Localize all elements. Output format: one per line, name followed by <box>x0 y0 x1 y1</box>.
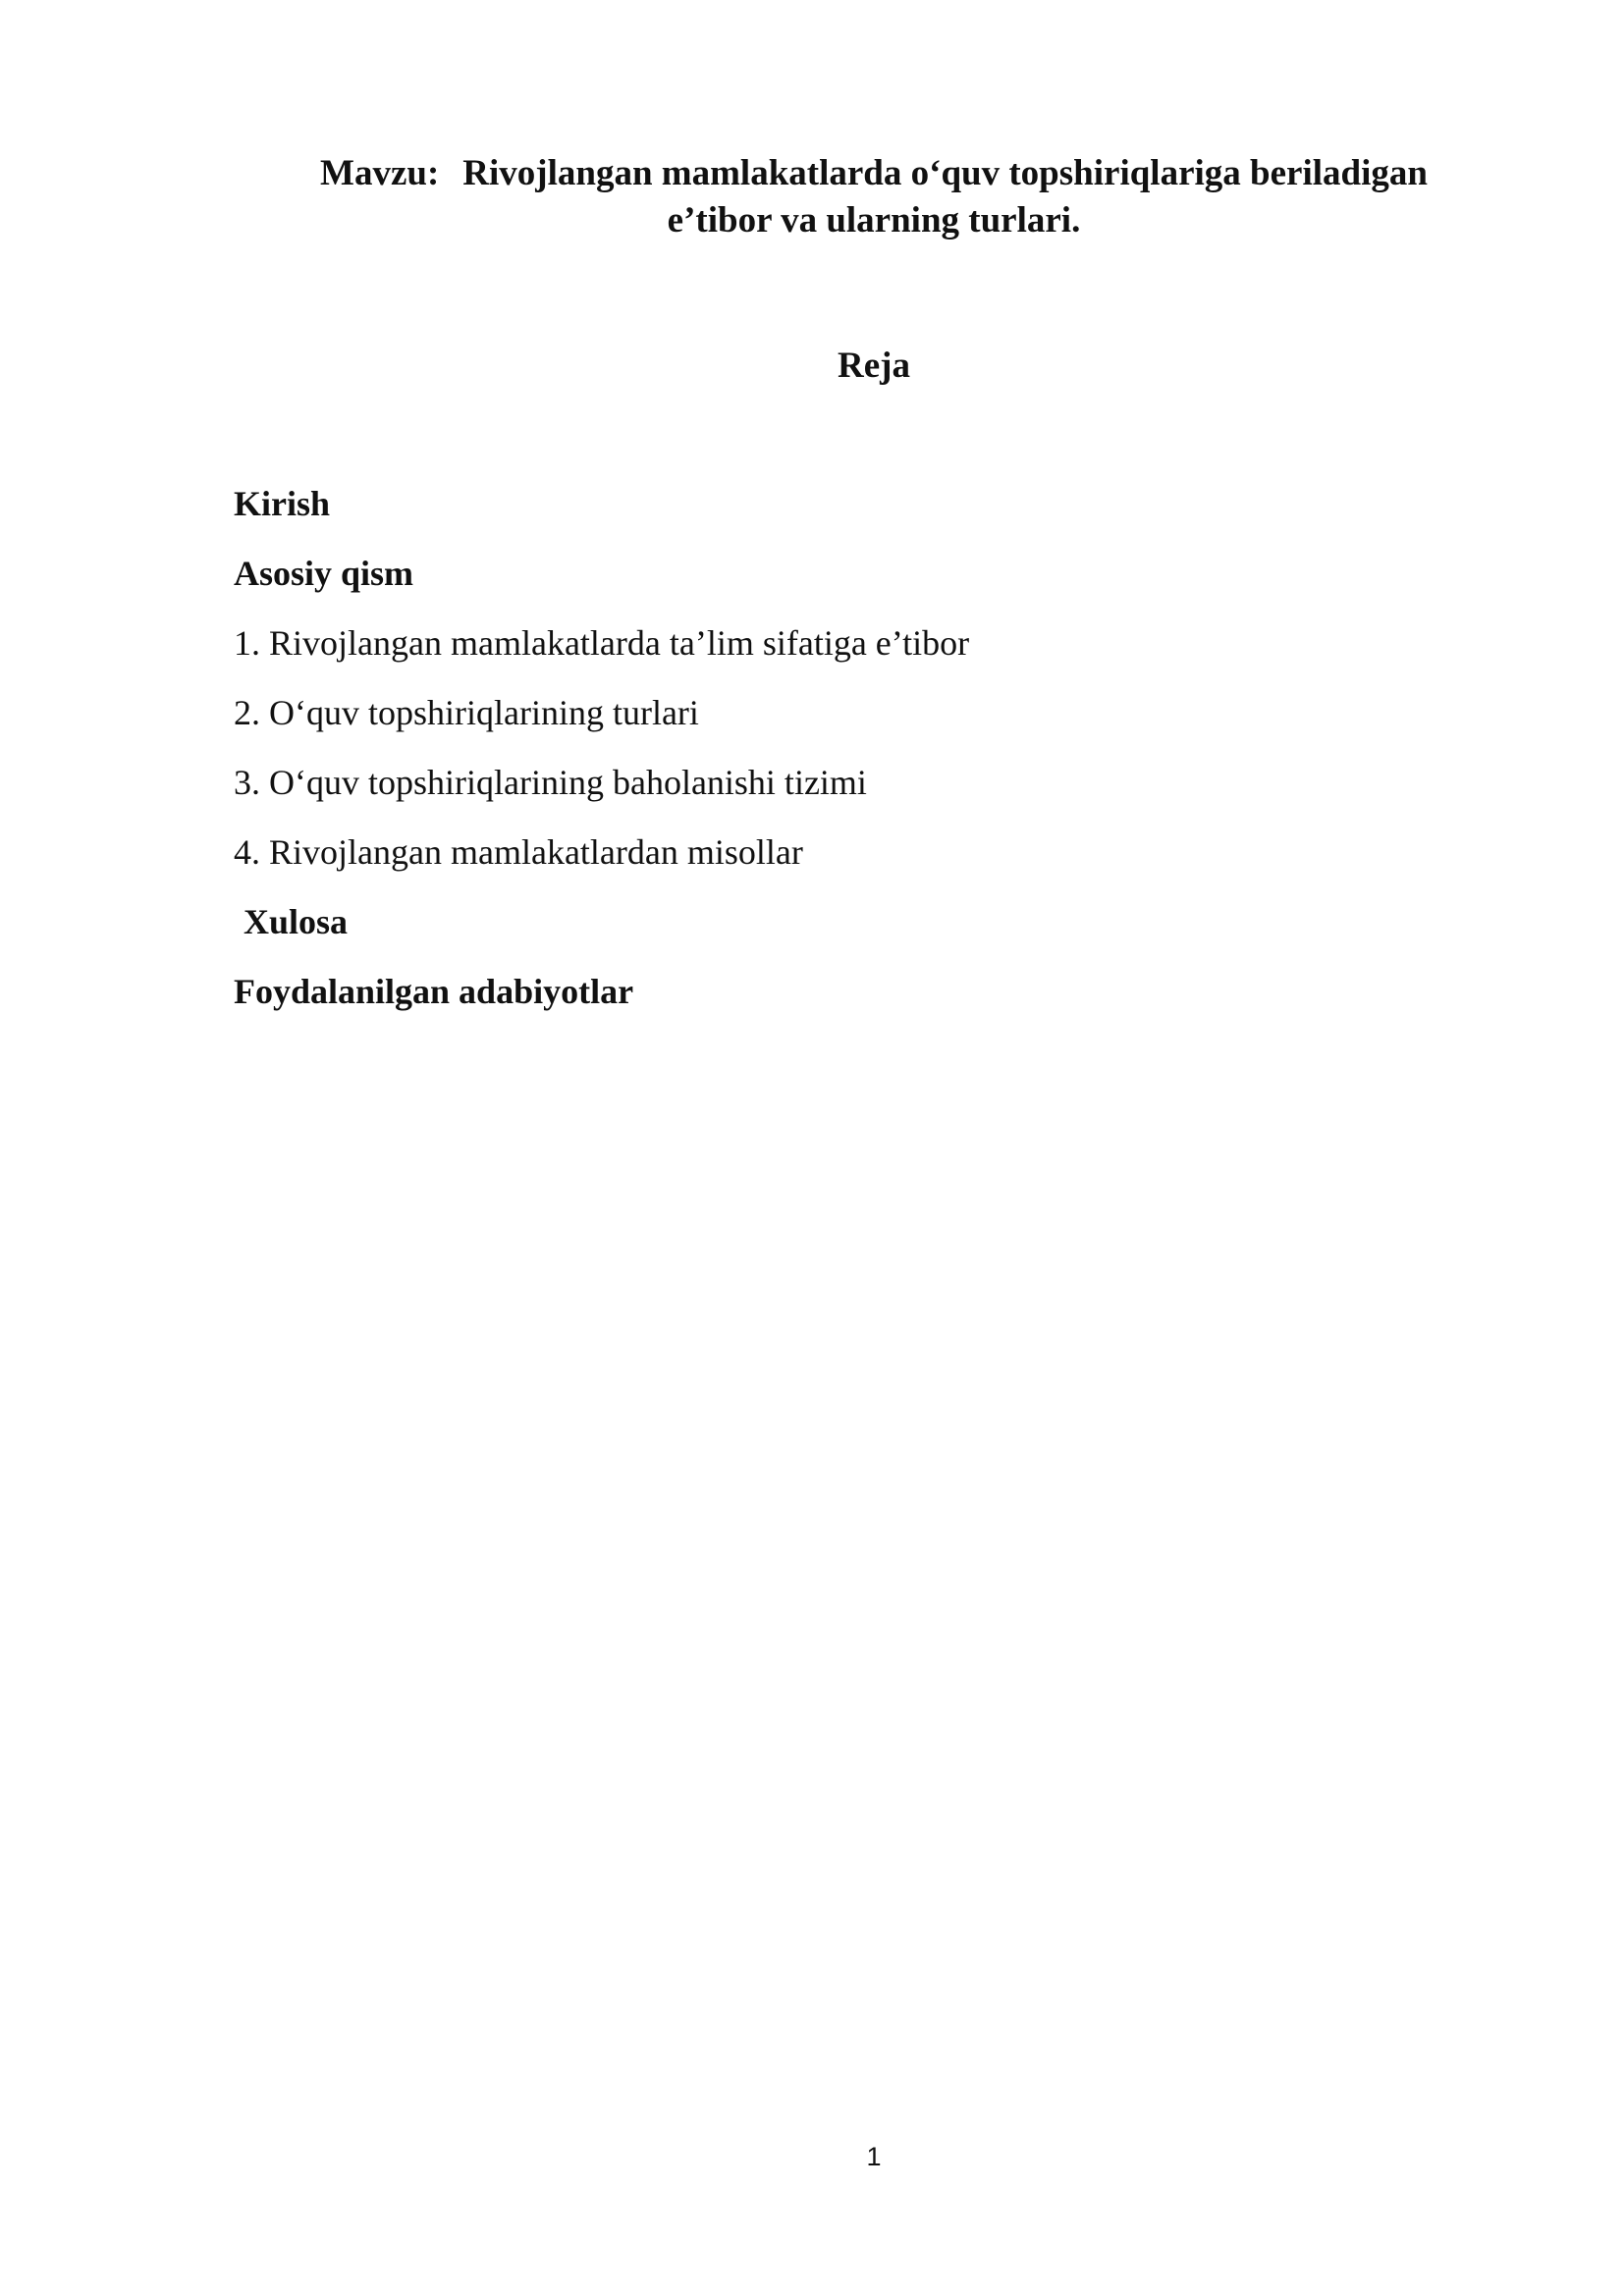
plan-item-4: 4. Rivojlangan mamlakatlardan misollar <box>234 832 803 872</box>
plan-item-introduction: Kirish <box>234 484 331 523</box>
document-title <box>236 150 1512 244</box>
plan-item-1: 1. Rivojlangan mamlakatlarda ta’lim sifatiga e’tibor <box>234 623 970 663</box>
page-number: 1 <box>866 2142 882 2171</box>
plan-item-3: 3. O‘quv topshiriqlarining baholanishi tizimi <box>234 763 867 802</box>
title-text-line-2: e’tibor va ularning turlari. <box>667 200 1081 240</box>
plan-list <box>234 480 1412 1038</box>
plan-item-main-part: Asosiy qism <box>234 554 414 593</box>
plan-heading: Reja <box>838 346 910 386</box>
title-line-1 <box>236 150 1512 197</box>
plan-item-conclusion: Xulosa <box>244 902 349 941</box>
title-text-line-1: Rivojlangan mamlakatlarda o‘quv topshiriqlariga beriladigan <box>462 153 1428 193</box>
plan-item-2: 2. O‘quv topshiriqlarining turlari <box>234 693 699 732</box>
title-label: Mavzu: <box>320 153 440 193</box>
plan-item-references: Foydalanilgan adabiyotlar <box>234 972 634 1011</box>
